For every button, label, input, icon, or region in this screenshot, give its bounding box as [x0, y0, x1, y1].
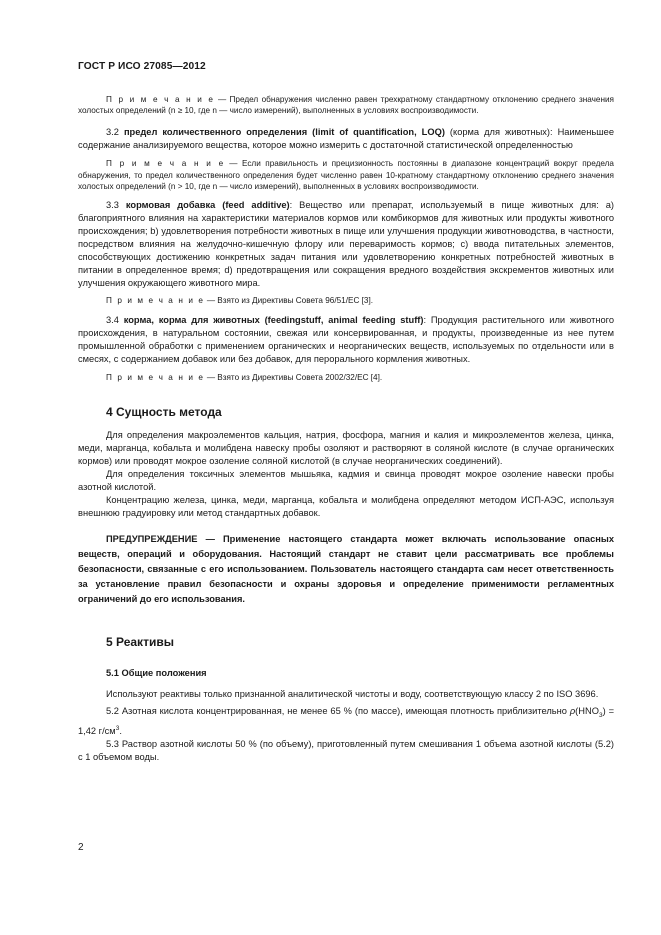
clause-number: 3.3	[106, 200, 126, 211]
clause-number: 3.2	[106, 127, 124, 138]
text-part: 5.2 Азотная кислота концентрированная, не менее 65 % (по массе), имеющая плотность приблизительно	[106, 706, 570, 717]
document-header: ГОСТ Р ИСО 27085—2012	[78, 61, 206, 72]
subsection-5-1-title: 5.1 Общие положения	[106, 668, 207, 679]
density-symbol: ρ	[569, 706, 576, 717]
note-text: — Взято из Директивы Совета 2002/32/ЕС [4].	[204, 373, 383, 383]
note-loq	[78, 158, 614, 192]
note-text: — Предел обнаружения численно равен трехкратному стандартному отклонению среднего значения холостых определений (n ≥ 10, где n — число измерений), выполненных в условиях воспроизводимости.	[78, 95, 614, 116]
section-4-paragraph-1: Для определения макроэлементов кальция, натрия, фосфора, магния и калия и микроэлементов железа, цинка, меди, марганца, кобальта и молибдена навеску пробы озоляют и растворяют в соляной кислоте (в случае органических кормов) или проводят мокрое озоление соляной кислотой (в случае неорганических соединений).	[78, 430, 614, 467]
definition-3-2	[78, 126, 614, 152]
note-label: П р и м е ч а н и е	[106, 95, 215, 104]
note-label: П р и м е ч а н и е	[106, 373, 205, 383]
definition-text: (корма для животных): Наименьшее содержание анализируемого вещества, которое можно измерить с достаточной статистической определенностью	[78, 127, 615, 151]
note-feed-additive	[78, 295, 614, 306]
section-4-paragraph-2: Для определения токсичных элементов мышьяка, кадмия и свинца проводят мокрое озоление навески пробы азотной кислотой.	[78, 469, 614, 493]
term: предел количественного определения (limit of quantification, LOQ)	[123, 127, 445, 138]
page-number: 2	[78, 842, 84, 853]
term: корма, корма для животных (feedingstuff, animal feeding stuff)	[123, 315, 424, 326]
text-part: (HNO	[575, 706, 599, 717]
superscript: 3	[115, 725, 120, 733]
subscript: 3	[598, 712, 603, 720]
safety-warning: ПРЕДУПРЕЖДЕНИЕ — Применение настоящего стандарта может включать использование опасных веществ, операций и оборудования. Настоящий стандарт не ставит цели рассматривать все проблемы безопасности, связанные с его использованием. Пользователь настоящего стандарта сам несет ответственность за установление правил безопасности и охраны здоровья и определение применимости регламентных ограничений до его использования.	[78, 534, 614, 605]
section-5-3-paragraph: 5.3 Раствор азотной кислоты 50 % (по объему), приготовленный путем смешивания 1 объема азотной кислоты (5.2) с 1 объемом воды.	[78, 739, 614, 763]
text-part: .	[119, 726, 122, 737]
note-label: П р и м е ч а н и е	[106, 296, 205, 306]
term: кормовая добавка (feed additive)	[125, 200, 290, 211]
note-label: П р и м е ч а н и е	[106, 159, 225, 169]
section-4-paragraph-3: Концентрацию железа, цинка, меди, марганца, кобальта и молибдена определяют методом ИСП-АЭС, используя внешнюю градуировку или метод стандартных добавок.	[78, 495, 614, 519]
definition-3-4	[78, 314, 614, 366]
note-limit-of-detection	[78, 94, 614, 116]
page-content	[78, 94, 614, 764]
note-text: — Взято из Директивы Совета 96/51/ЕС [3].	[204, 296, 374, 306]
section-5-title: 5 Реактивы	[106, 635, 174, 650]
section-5-2-paragraph	[78, 705, 614, 738]
note-feedingstuff	[78, 372, 614, 383]
definition-text: : Вещество или препарат, используемый в пище животных для: а) благоприятного влияния на характеристики материалов кормов или комбикормов для животных или продукты животного происхождения; b) удовлетворения потребности животных в пище или улучшения продукции животноводства, в частности, посредством влияния на желудочно-кишечную флору или переваримость кормов; с) ввода питательных элементов, способствующих достижению конкретных задач питания или удовлетворению конкретных потребностей животных в питании в определенное время; d) предотвращения или сокращения вредного воздействия экскрементов животных или улучшения окружающего животного мира.	[78, 200, 615, 289]
text-part: ) = 1,42 г/см	[78, 706, 615, 737]
definition-text: : Продукция растительного или животного происхождения, в натуральном состоянии, свежая или консервированная, и продукты, произведенные из нее путем промышленной обработки с применением органических и неорганических веществ, используемых по отдельности или в смесях, с содержанием добавок или без добавок, для перорального кормления животных.	[78, 315, 614, 365]
definition-3-3	[78, 199, 614, 290]
section-4-title: 4 Сущность метода	[106, 405, 222, 420]
clause-number: 3.4	[106, 315, 124, 326]
note-text: — Если правильность и прецизионность постоянны в диапазоне концентраций вокруг предела обнаружения, то предел количественного определения будет численно равен 10-кратному стандартному отклонению среднего значения холостых определений (n > 10, где n — число измерений), выполненных в условиях воспроизводимости.	[78, 159, 614, 191]
section-5-1-paragraph: Используют реактивы только признанной аналитической чистоты и воду, соответствующую классу 2 по ISO 3696.	[106, 689, 599, 700]
